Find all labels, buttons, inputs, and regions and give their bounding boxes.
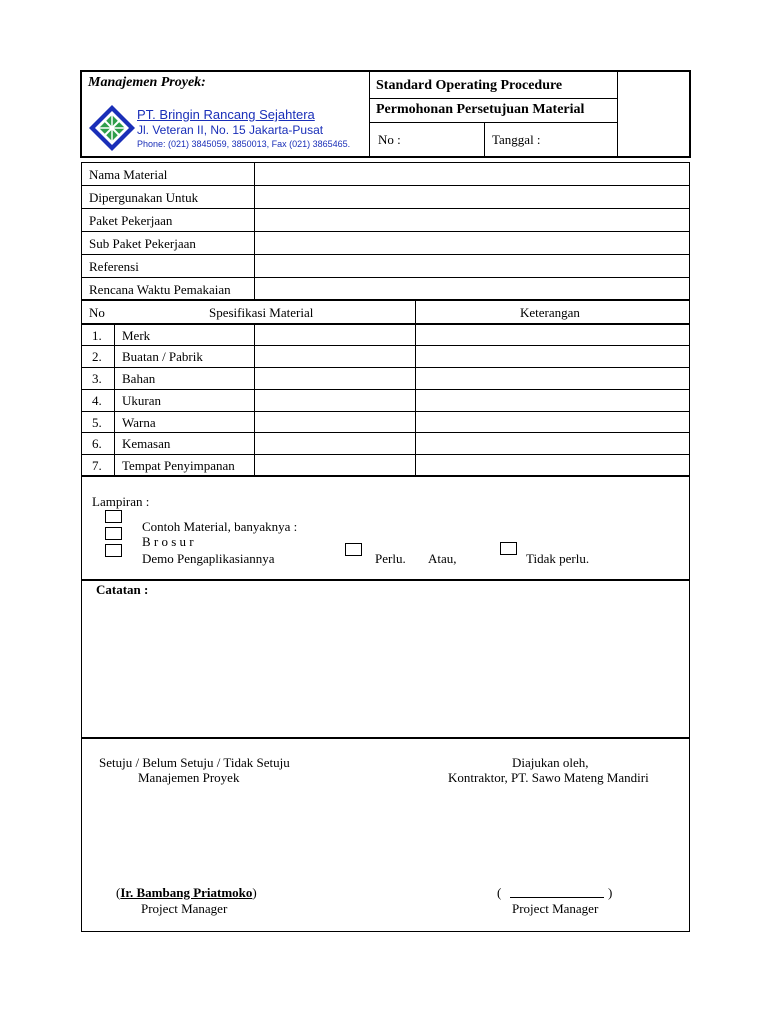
left-signature-name: Ir. Bambang Priatmoko	[120, 885, 253, 900]
left-signature-open: (	[116, 885, 121, 900]
spec-line	[81, 454, 690, 455]
doc-type: Standard Operating Procedure	[376, 78, 563, 93]
company-logo	[88, 104, 136, 152]
brochure-label: B r o s u r	[142, 534, 194, 549]
spec-row-no: 1.	[92, 328, 102, 343]
not-needed-checkbox[interactable]	[500, 542, 517, 555]
demo-checkbox[interactable]	[105, 544, 122, 557]
brochure-checkbox[interactable]	[105, 527, 122, 540]
info-line	[81, 208, 690, 209]
company-name: PT. Bringin Rancang Sejahtera	[137, 107, 315, 122]
management-title: Manajemen Proyek:	[88, 75, 206, 90]
left-signature-close: )	[252, 885, 257, 900]
notes-title: Catatan :	[96, 582, 149, 597]
header-right-divider	[617, 71, 618, 157]
spec-row-no: 5.	[92, 415, 102, 430]
header-line-2	[369, 122, 617, 123]
spec-row-item: Warna	[122, 415, 156, 430]
spec-header-note: Keterangan	[520, 305, 580, 320]
notes-section	[81, 580, 690, 738]
right-approval-status: Diajukan oleh,	[512, 755, 589, 770]
spec-line	[81, 432, 690, 433]
right-signature-role: Project Manager	[512, 901, 599, 916]
attachments-title: Lampiran :	[92, 494, 150, 509]
info-line	[81, 277, 690, 278]
logo-diamond-icon	[88, 104, 136, 152]
header-divider	[369, 71, 370, 157]
spec-row-item: Buatan / Pabrik	[122, 349, 203, 364]
left-approval-status: Setuju / Belum Setuju / Tidak Setuju	[99, 755, 290, 770]
info-label-nama-material: Nama Material	[89, 167, 168, 182]
company-phone: Phone: (021) 3845059, 3850013, Fax (021) 3865465.	[137, 139, 351, 149]
no-label: No :	[378, 132, 401, 147]
spec-line	[81, 367, 690, 368]
right-approval-org: Kontraktor, PT. Sawo Mateng Mandiri	[448, 770, 649, 785]
date-label: Tanggal :	[492, 132, 541, 147]
spec-row-item: Merk	[122, 328, 151, 343]
spec-header-line	[81, 323, 690, 325]
spec-row-item: Ukuran	[122, 393, 161, 408]
spec-row-item: Kemasan	[122, 436, 171, 451]
spec-line	[81, 389, 690, 390]
doc-title: Permohonan Persetujuan Material	[376, 102, 585, 117]
info-line	[81, 185, 690, 186]
spec-note-divider	[415, 300, 416, 476]
info-label-dipergunakan: Dipergunakan Untuk	[89, 190, 199, 205]
needed-checkbox[interactable]	[345, 543, 362, 556]
spec-row-no: 3.	[92, 371, 102, 386]
info-label-sub-paket: Sub Paket Pekerjaan	[89, 236, 196, 251]
spec-row-item: Tempat Penyimpanan	[122, 458, 235, 473]
left-signature	[116, 886, 257, 899]
spec-row-no: 6.	[92, 436, 102, 451]
left-signature-role: Project Manager	[141, 901, 228, 916]
or-label: Atau,	[428, 551, 457, 566]
right-signature-close: )	[608, 885, 613, 900]
demo-label: Demo Pengaplikasiannya	[142, 551, 275, 566]
spec-header-no: No	[89, 305, 105, 320]
info-line	[81, 231, 690, 232]
info-label-rencana: Rencana Waktu Pemakaian	[89, 282, 231, 297]
info-label-paket: Paket Pekerjaan	[89, 213, 173, 228]
info-label-referensi: Referensi	[89, 259, 139, 274]
right-signature-open: (	[497, 885, 502, 900]
spec-line	[81, 411, 690, 412]
spec-table	[81, 300, 690, 476]
spec-row-no: 2.	[92, 349, 102, 364]
sample-label: Contoh Material, banyaknya :	[142, 519, 298, 534]
spec-row-no: 7.	[92, 458, 102, 473]
header-line-1	[369, 98, 617, 99]
spec-row-item: Bahan	[122, 371, 156, 386]
needed-label: Perlu.	[375, 551, 406, 566]
spec-line	[81, 345, 690, 346]
header-no-divider	[484, 122, 485, 157]
sample-checkbox[interactable]	[105, 510, 122, 523]
not-needed-label: Tidak perlu.	[526, 551, 590, 566]
right-signature-line[interactable]	[510, 897, 604, 898]
spec-header-spec: Spesifikasi Material	[209, 305, 314, 320]
company-address: Jl. Veteran II, No. 15 Jakarta-Pusat	[137, 123, 324, 137]
left-approval-org: Manajemen Proyek	[138, 770, 240, 785]
info-line	[81, 254, 690, 255]
spec-row-no: 4.	[92, 393, 102, 408]
